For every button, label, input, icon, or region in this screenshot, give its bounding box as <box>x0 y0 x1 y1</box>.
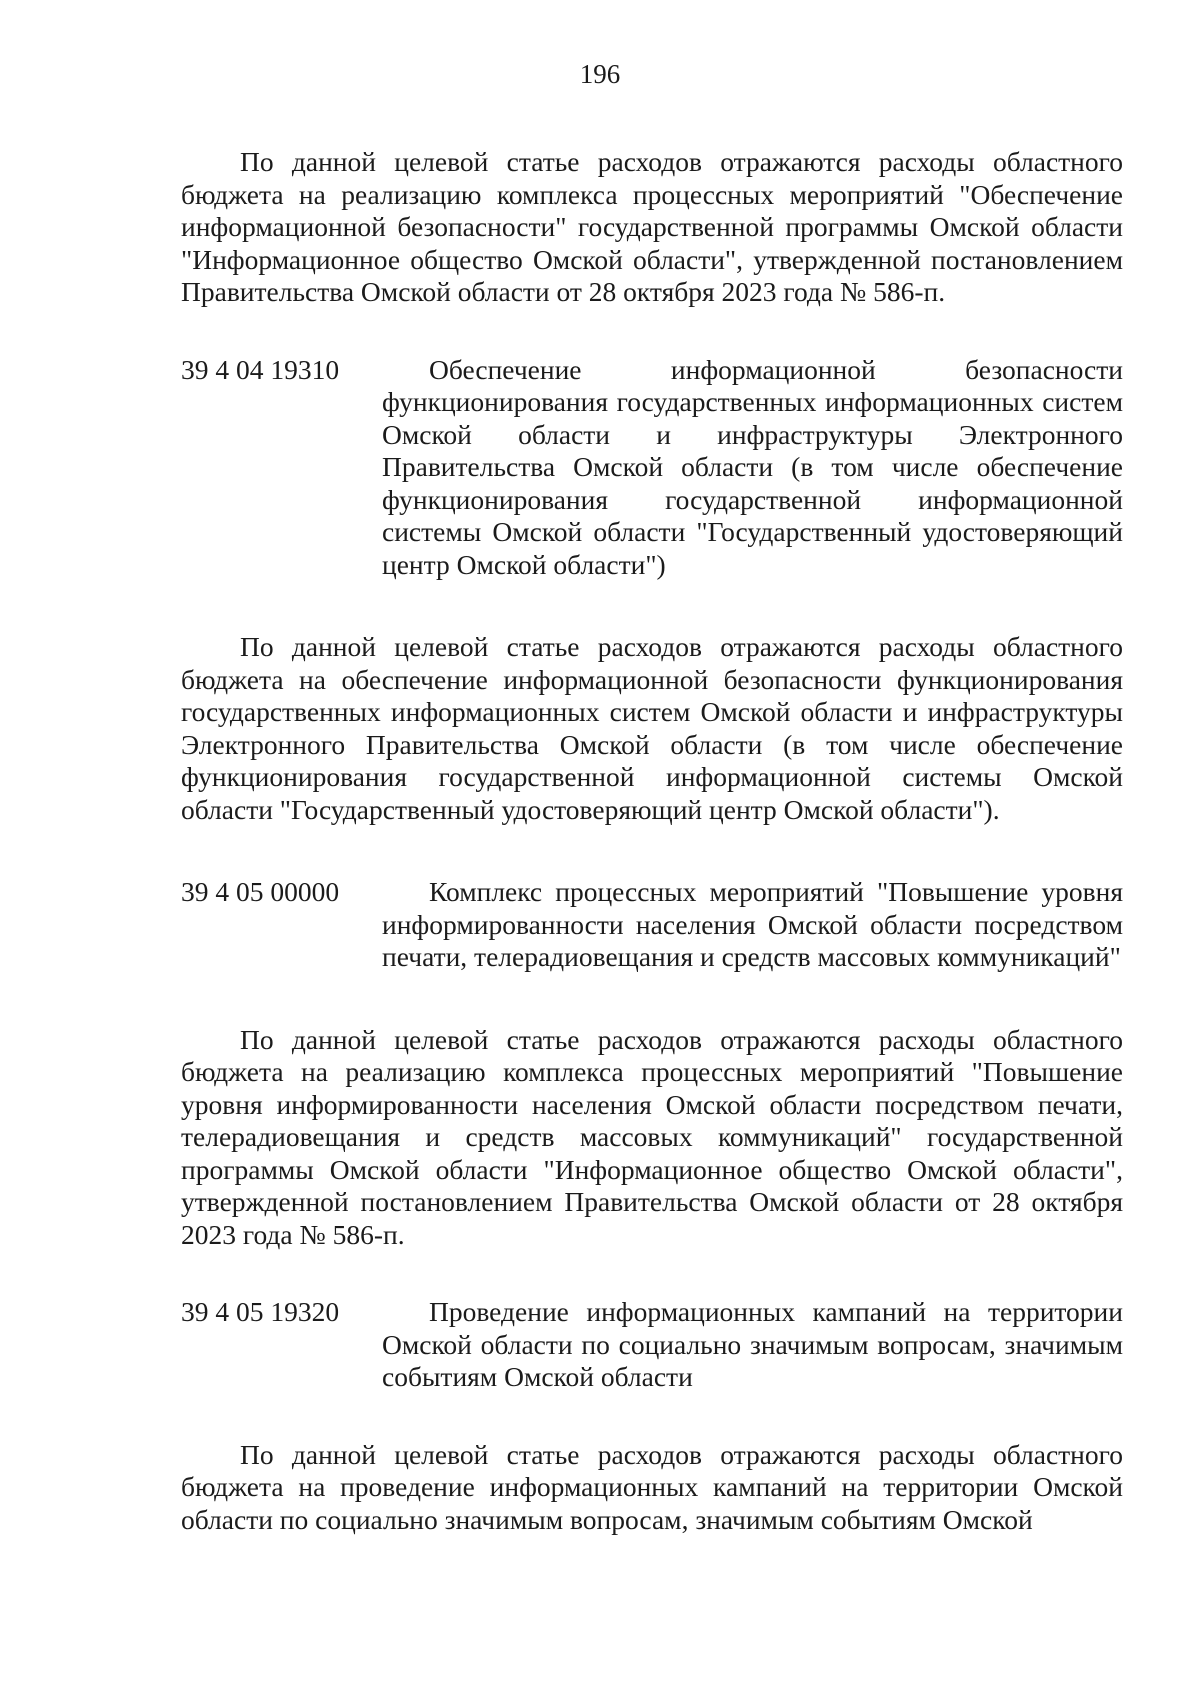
paragraph-description-2: По данной целевой статье расходов отражаются расходы областного бюджета на обеспечение информационной безопасности функционирования государственных информационных систем Омской области и инфраструктуры Электронного Правительства Омской области (в том числе обеспечение функционирования государственной информационной системы Омской области "Государственный удостоверяющий центр Омской области"). <box>181 631 1123 825</box>
budget-item-39-4-05-00000 <box>181 876 1123 974</box>
budget-item-39-4-05-19320 <box>181 1296 1123 1394</box>
budget-item-title: Проведение информационных кампаний на территории Омской области по социально значимым вопросам, значимым событиям Омской области <box>382 1296 1123 1392</box>
budget-item-title: Комплекс процессных мероприятий "Повышение уровня информированности населения Омской области посредством печати, телерадиовещания и средств массовых коммуникаций" <box>382 876 1123 972</box>
spacer <box>181 1251 1123 1296</box>
budget-code: 39 4 04 19310 <box>181 353 340 385</box>
budget-item-title: Обеспечение информационной безопасности функционирования государственных информационных систем Омской области и инфраструктуры Электронного Правительства Омской области (в том числе обеспечение функционирования государственной информационной системы Омской области "Государственный удостоверяющий центр Омской области") <box>382 353 1123 580</box>
paragraph-description-1: По данной целевой статье расходов отражаются расходы областного бюджета на реализацию комплекса процессных мероприятий "Обеспечение информационной безопасности" государственной программы Омской области "Информационное общество Омской области", утвержденной постановлением Правительства Омской области от 28 октября 2023 года № 586-п. <box>181 146 1123 307</box>
paragraph-description-3: По данной целевой статье расходов отражаются расходы областного бюджета на реализацию комплекса процессных мероприятий "Повышение уровня информированности населения Омской области посредством печати, телерадиовещания и средств массовых коммуникаций" государственной программы Омской области "Информационное общество Омской области", утвержденной постановлением Правительства Омской области от 28 октября 2023 года № 586-п. <box>181 1023 1123 1250</box>
budget-code: 39 4 05 00000 <box>181 876 340 907</box>
paragraph-description-4: По данной целевой статье расходов отражаются расходы областного бюджета на проведение информационных кампаний на территории Омской области по социально значимым вопросам, значимым событиям Омской <box>181 1438 1123 1535</box>
spacer <box>181 974 1123 1024</box>
spacer <box>181 309 1123 354</box>
spacer <box>181 826 1123 876</box>
document-body <box>181 146 1123 1536</box>
spacer <box>181 1394 1123 1439</box>
budget-code: 39 4 05 19320 <box>181 1296 340 1327</box>
spacer <box>181 581 1123 631</box>
page-number: 196 <box>579 59 621 89</box>
budget-item-39-4-04-19310 <box>181 354 1123 582</box>
